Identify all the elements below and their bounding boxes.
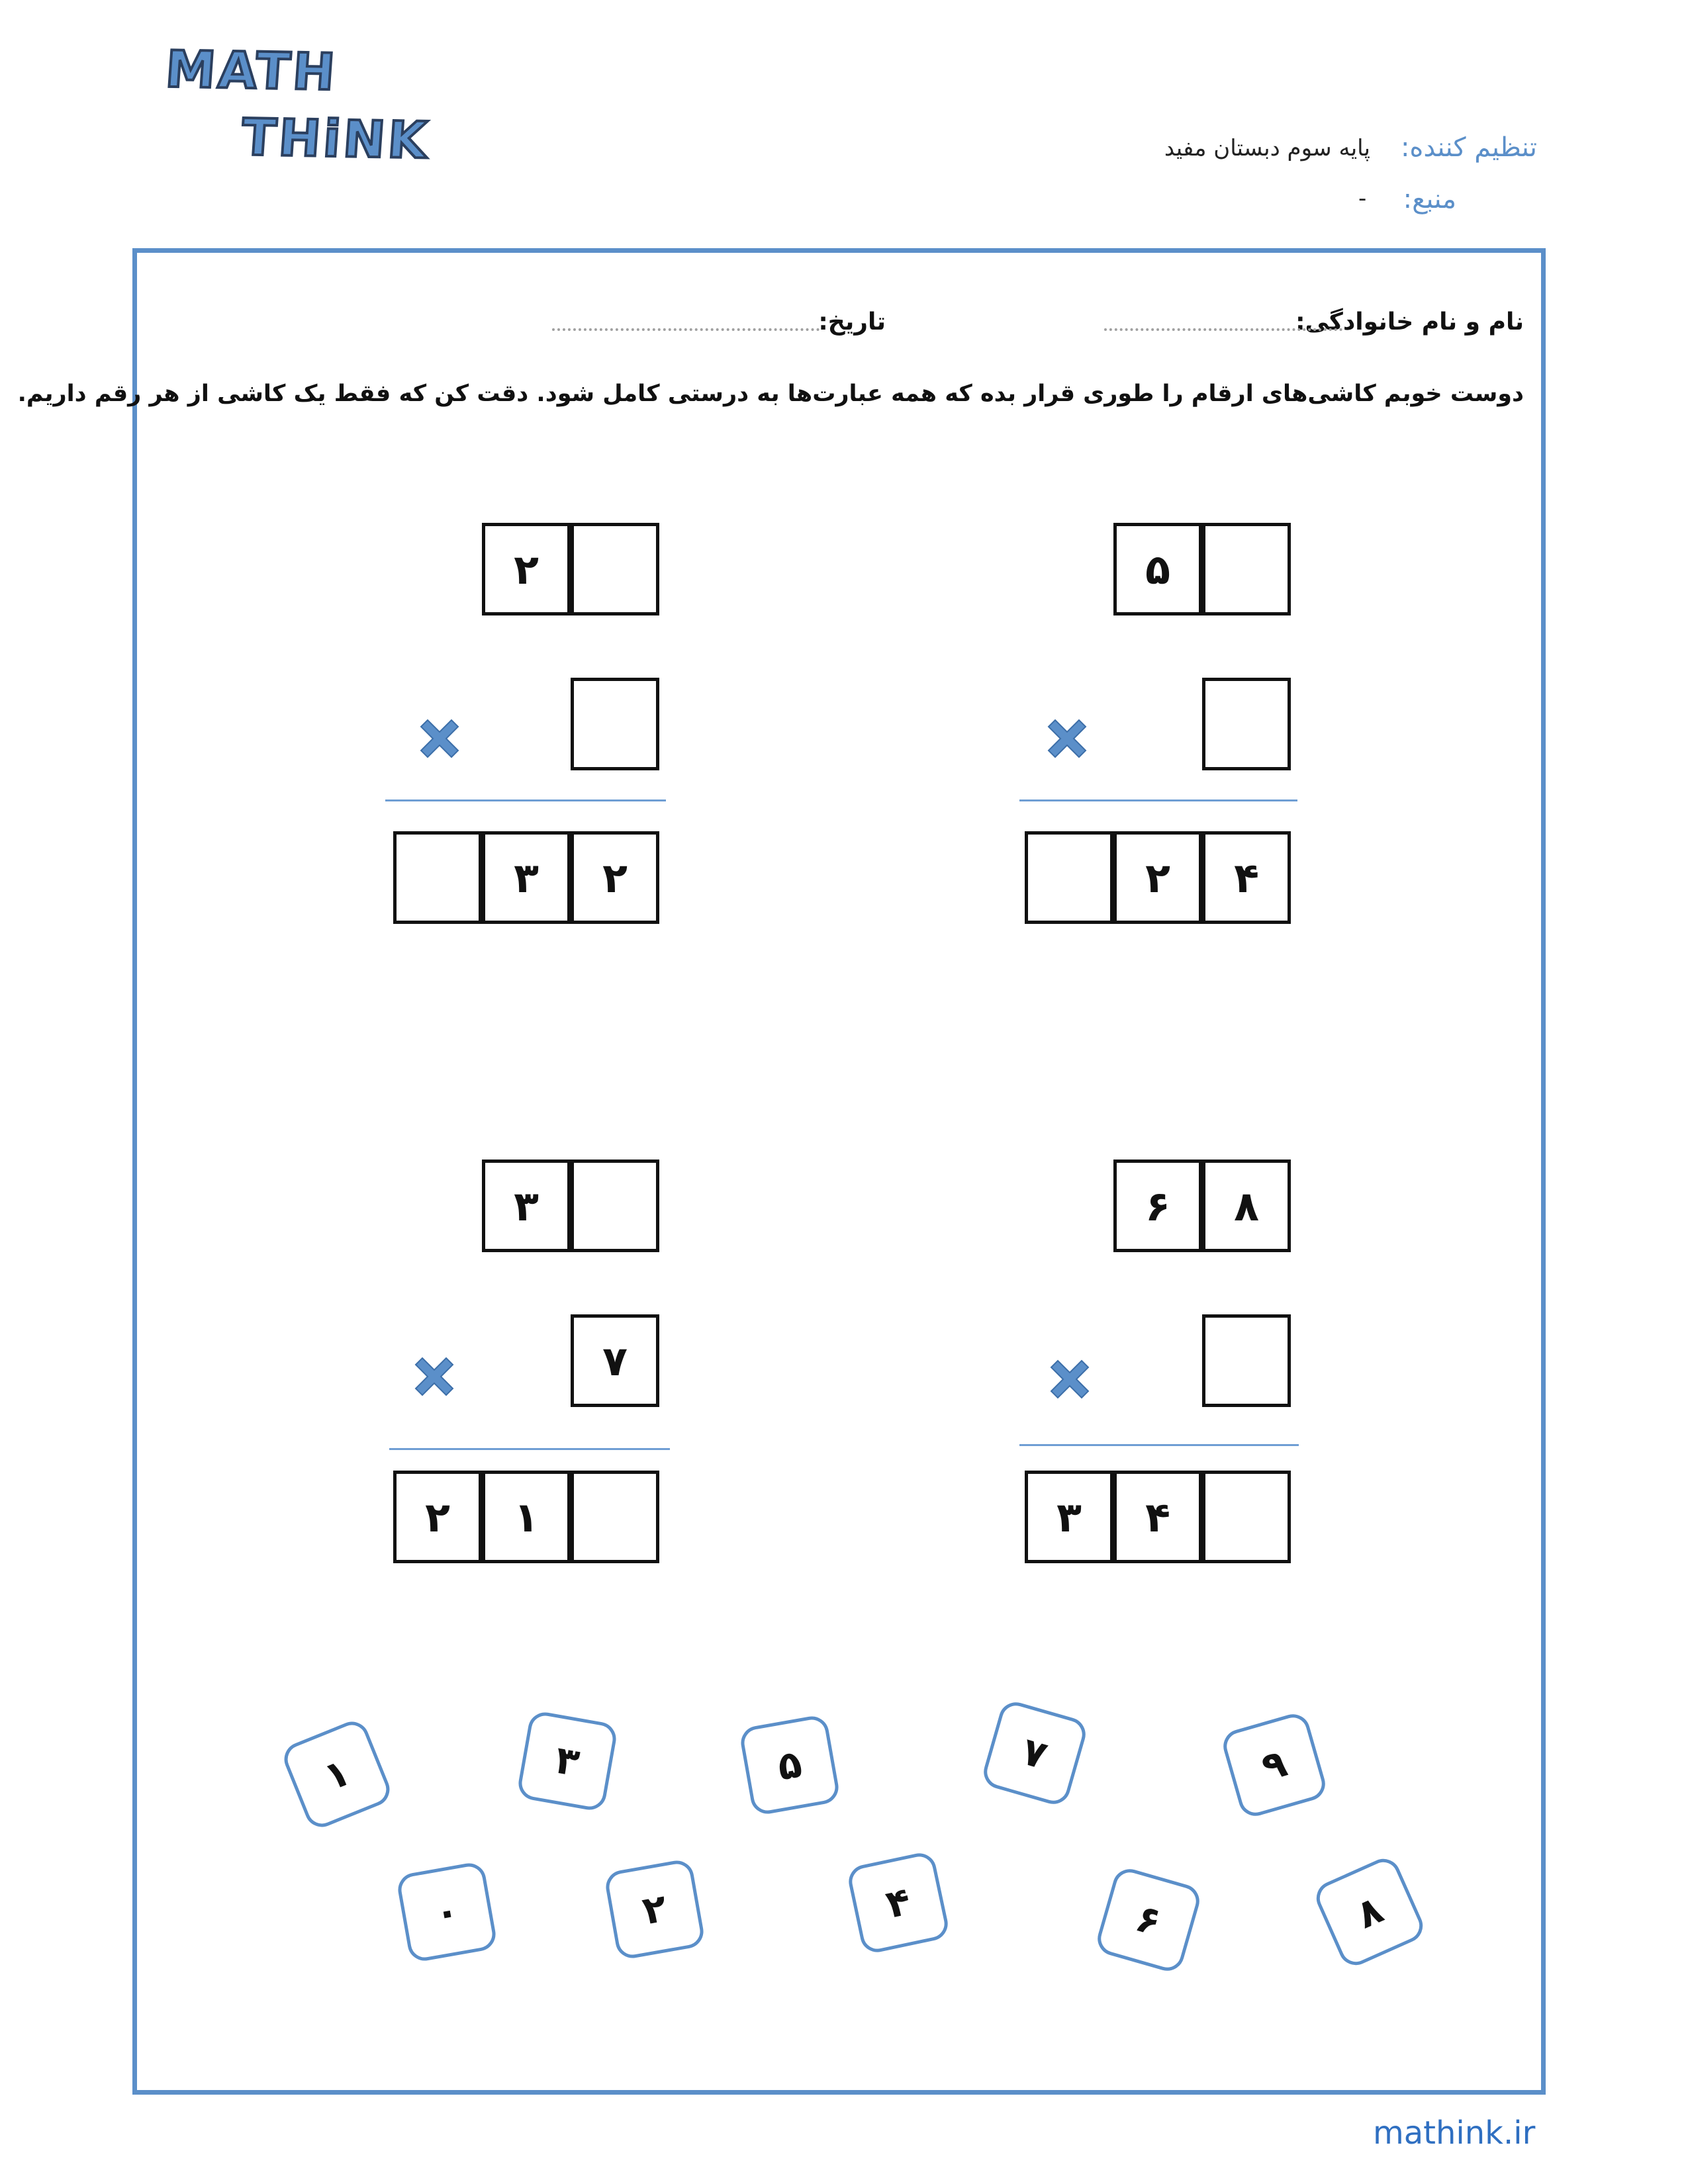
puzzle-3-top-ones[interactable]: ۸	[1202, 1160, 1291, 1252]
digit-tile-9[interactable]: ۹	[1219, 1710, 1329, 1820]
digit-tile-8[interactable]: ۸	[1311, 1854, 1429, 1971]
digit-tile-5[interactable]: ۵	[738, 1713, 841, 1816]
puzzle-3-result-ones[interactable]	[1202, 1471, 1291, 1563]
puzzle-1-result-hundreds[interactable]	[1025, 831, 1113, 924]
organizer-label: تنظیم کننده:	[1400, 132, 1537, 163]
puzzle-1-multiplier[interactable]	[1202, 678, 1291, 770]
puzzle-1-result-ones[interactable]: ۴	[1202, 831, 1291, 924]
puzzle-2-multiplier[interactable]	[571, 678, 659, 770]
digit-tile-2[interactable]: ۲	[603, 1858, 706, 1960]
date-label: تاریخ:	[818, 308, 886, 336]
puzzle-3-multiplier[interactable]	[1202, 1314, 1291, 1407]
multiply-icon	[414, 713, 465, 764]
logo-think: THiNK	[240, 107, 432, 170]
puzzle-4-result-hundreds[interactable]: ۲	[393, 1471, 482, 1563]
puzzle-2-top-ones[interactable]	[571, 523, 659, 615]
puzzle-4-top-tens[interactable]: ۳	[482, 1160, 571, 1252]
puzzle-2-rule	[385, 799, 666, 801]
digit-tile-4[interactable]: ۴	[846, 1850, 951, 1956]
multiply-icon	[409, 1351, 459, 1402]
digit-tile-6[interactable]: ۶	[1094, 1865, 1203, 1975]
source-value: -	[1358, 185, 1367, 212]
puzzle-4-top-ones[interactable]	[571, 1160, 659, 1252]
puzzle-4-result-tens[interactable]: ۱	[482, 1471, 571, 1563]
puzzle-1-rule	[1019, 799, 1297, 801]
organizer-value: پایه سوم دبستان مفید	[1164, 135, 1370, 161]
puzzle-3-rule	[1019, 1444, 1299, 1446]
footer-url[interactable]: mathink.ir	[1373, 2115, 1536, 2152]
digit-tile-0[interactable]: ۰	[395, 1860, 498, 1963]
logo-math: MATH	[164, 39, 340, 102]
puzzle-2-top-tens[interactable]: ۲	[482, 523, 571, 615]
puzzle-4-rule	[389, 1448, 670, 1450]
puzzle-2-result-hundreds[interactable]	[393, 831, 482, 924]
digit-tile-1[interactable]: ۱	[279, 1717, 395, 1832]
puzzle-4-result-ones[interactable]	[571, 1471, 659, 1563]
puzzle-1-top-ones[interactable]	[1202, 523, 1291, 615]
puzzle-1-top-tens[interactable]: ۵	[1113, 523, 1202, 615]
puzzle-3-result-tens[interactable]: ۴	[1113, 1471, 1202, 1563]
puzzle-4-multiplier[interactable]: ۷	[571, 1314, 659, 1407]
name-label: نام و نام خانوادگی:	[1295, 308, 1524, 336]
instruction-text: دوست خوبم کاشی‌های ارقام را طوری قرار بده که همه عبارت‌ها به درستی کامل شود. دقت کن که فقط یک کاشی از هر رقم داریم.	[17, 381, 1524, 407]
puzzle-3-top-tens[interactable]: ۶	[1113, 1160, 1202, 1252]
puzzle-1-result-tens[interactable]: ۲	[1113, 831, 1202, 924]
puzzle-2-result-tens[interactable]: ۳	[482, 831, 571, 924]
puzzle-3-result-hundreds[interactable]: ۳	[1025, 1471, 1113, 1563]
date-field[interactable]	[552, 328, 820, 331]
digit-tile-7[interactable]: ۷	[980, 1698, 1090, 1808]
multiply-icon	[1042, 713, 1092, 764]
puzzle-2-result-ones[interactable]: ۲	[571, 831, 659, 924]
digit-tile-3[interactable]: ۳	[516, 1709, 618, 1812]
name-field[interactable]	[1104, 328, 1342, 331]
source-label: منبع:	[1403, 184, 1456, 214]
multiply-icon	[1045, 1354, 1095, 1404]
